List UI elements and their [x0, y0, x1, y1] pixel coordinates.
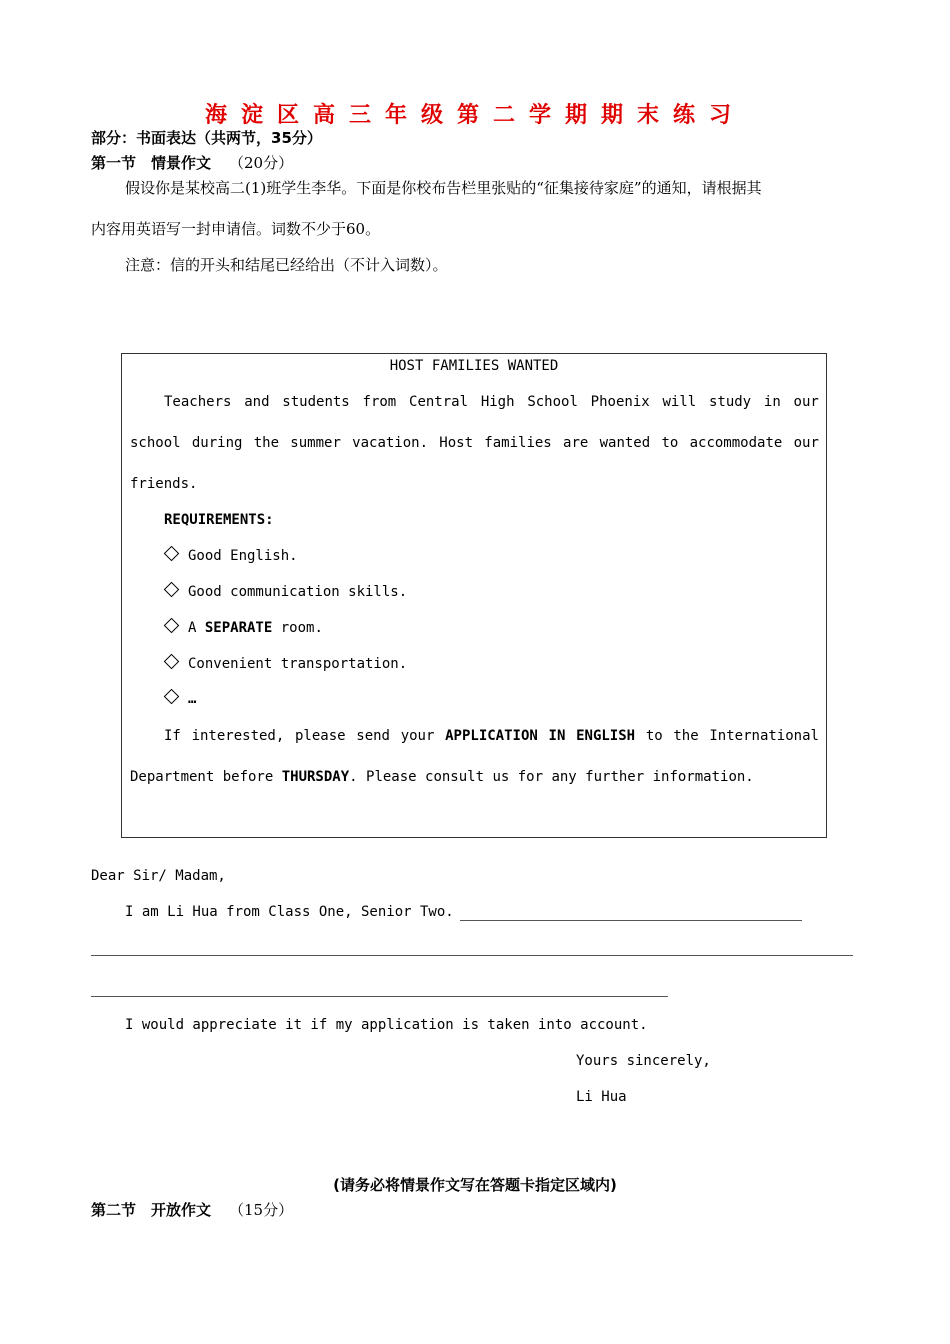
- word: summer: [290, 435, 341, 451]
- section1-points: （20分）: [229, 154, 294, 172]
- word: will: [662, 394, 697, 410]
- word: and: [244, 394, 270, 410]
- word: from: [362, 394, 397, 410]
- word: to: [661, 435, 679, 451]
- word: School: [527, 394, 578, 410]
- section1-header: [91, 152, 293, 173]
- requirement-text: room.: [272, 620, 323, 636]
- word: If: [164, 728, 181, 744]
- word: Teachers: [164, 394, 232, 410]
- letter-closing-sentence: I would appreciate it if my application is taken into account.: [125, 1017, 648, 1033]
- word: Central: [409, 394, 469, 410]
- word: families: [484, 435, 552, 451]
- answer-card-note: (请务必将情景作文写在答题卡指定区域内): [333, 1176, 617, 1194]
- word: International: [709, 728, 819, 744]
- section1-label: 第一节 情景作文: [91, 154, 212, 172]
- word: to: [645, 728, 663, 744]
- requirement-text: A: [188, 620, 205, 636]
- word: send: [356, 728, 390, 744]
- word: our: [793, 394, 819, 410]
- notice-paragraph-line-2: [130, 435, 819, 451]
- writing-blank-line[interactable]: [91, 996, 668, 997]
- closing-emphasis: THURSDAY: [281, 769, 350, 785]
- closing-text: Department before: [130, 769, 282, 785]
- letter-signoff: Yours sincerely,: [576, 1053, 711, 1069]
- word: the: [253, 435, 280, 451]
- word: school: [130, 435, 181, 451]
- section2-points: （15分）: [229, 1201, 294, 1219]
- requirement-item: [166, 620, 323, 636]
- word: IN: [548, 728, 566, 744]
- requirement-item: [166, 548, 298, 564]
- requirement-text: …: [188, 691, 197, 707]
- diamond-bullet-icon: [164, 582, 180, 598]
- letter-salutation: Dear Sir/ Madam,: [91, 868, 226, 884]
- word: please: [294, 728, 346, 744]
- requirement-item: [166, 584, 407, 600]
- word: our: [793, 435, 819, 451]
- writing-blank-line[interactable]: [460, 920, 802, 921]
- word: Host: [439, 435, 474, 451]
- closing-text: . Please consult us for any further information.: [349, 769, 754, 785]
- letter-signature-name: Li Hua: [576, 1089, 627, 1105]
- word: accommodate: [689, 435, 783, 451]
- diamond-bullet-icon: [164, 546, 180, 562]
- word: interested,: [191, 728, 285, 744]
- requirement-text: Good communication skills.: [188, 584, 408, 600]
- requirements-label: REQUIREMENTS:: [164, 512, 274, 528]
- word: APPLICATION: [445, 728, 538, 744]
- requirement-item: [166, 691, 196, 707]
- notice-paragraph-line-3: friends.: [130, 476, 198, 492]
- section2-header: [91, 1199, 293, 1220]
- word: during: [191, 435, 243, 451]
- requirement-item: [166, 656, 407, 672]
- letter-opening: I am Li Hua from Class One, Senior Two.: [125, 904, 454, 920]
- requirement-text: Good English.: [188, 548, 298, 564]
- notice-closing-line-1: [164, 728, 819, 744]
- word: High: [480, 394, 515, 410]
- instruction-note: 注意：信的开头和结尾已经给出（不计入词数）。: [125, 256, 448, 274]
- notice-closing-line-2: [130, 769, 754, 785]
- word: students: [282, 394, 350, 410]
- requirement-text: Convenient transportation.: [188, 656, 408, 672]
- word: vacation.: [352, 435, 429, 451]
- word: in: [763, 394, 781, 410]
- word: Phoenix: [590, 394, 650, 410]
- diamond-bullet-icon: [164, 689, 180, 705]
- notice-paragraph-line-1: [164, 394, 819, 410]
- word: are: [563, 435, 589, 451]
- page-title: 海淀区高三年级第二学期期末练习: [204, 103, 745, 128]
- section2-label: 第二节 开放作文: [91, 1201, 212, 1219]
- diamond-bullet-icon: [164, 618, 180, 634]
- notice-heading: HOST FAMILIES WANTED: [389, 358, 559, 374]
- instruction-line-1: 假设你是某校高二(1)班学生李华。下面是你校布告栏里张贴的“征集接待家庭”的通知，请根据其: [125, 179, 762, 197]
- word: wanted: [599, 435, 651, 451]
- word: the: [673, 728, 699, 744]
- word: ENGLISH: [576, 728, 636, 744]
- word: study: [708, 394, 752, 410]
- instruction-line-2: 内容用英语写一封申请信。词数不少于60。: [91, 220, 381, 238]
- word: your: [400, 728, 435, 744]
- requirement-emphasis: SEPARATE: [204, 620, 273, 636]
- diamond-bullet-icon: [164, 654, 180, 670]
- writing-blank-line[interactable]: [91, 955, 853, 956]
- part-header: 部分：书面表达（共两节，35分）: [91, 129, 322, 147]
